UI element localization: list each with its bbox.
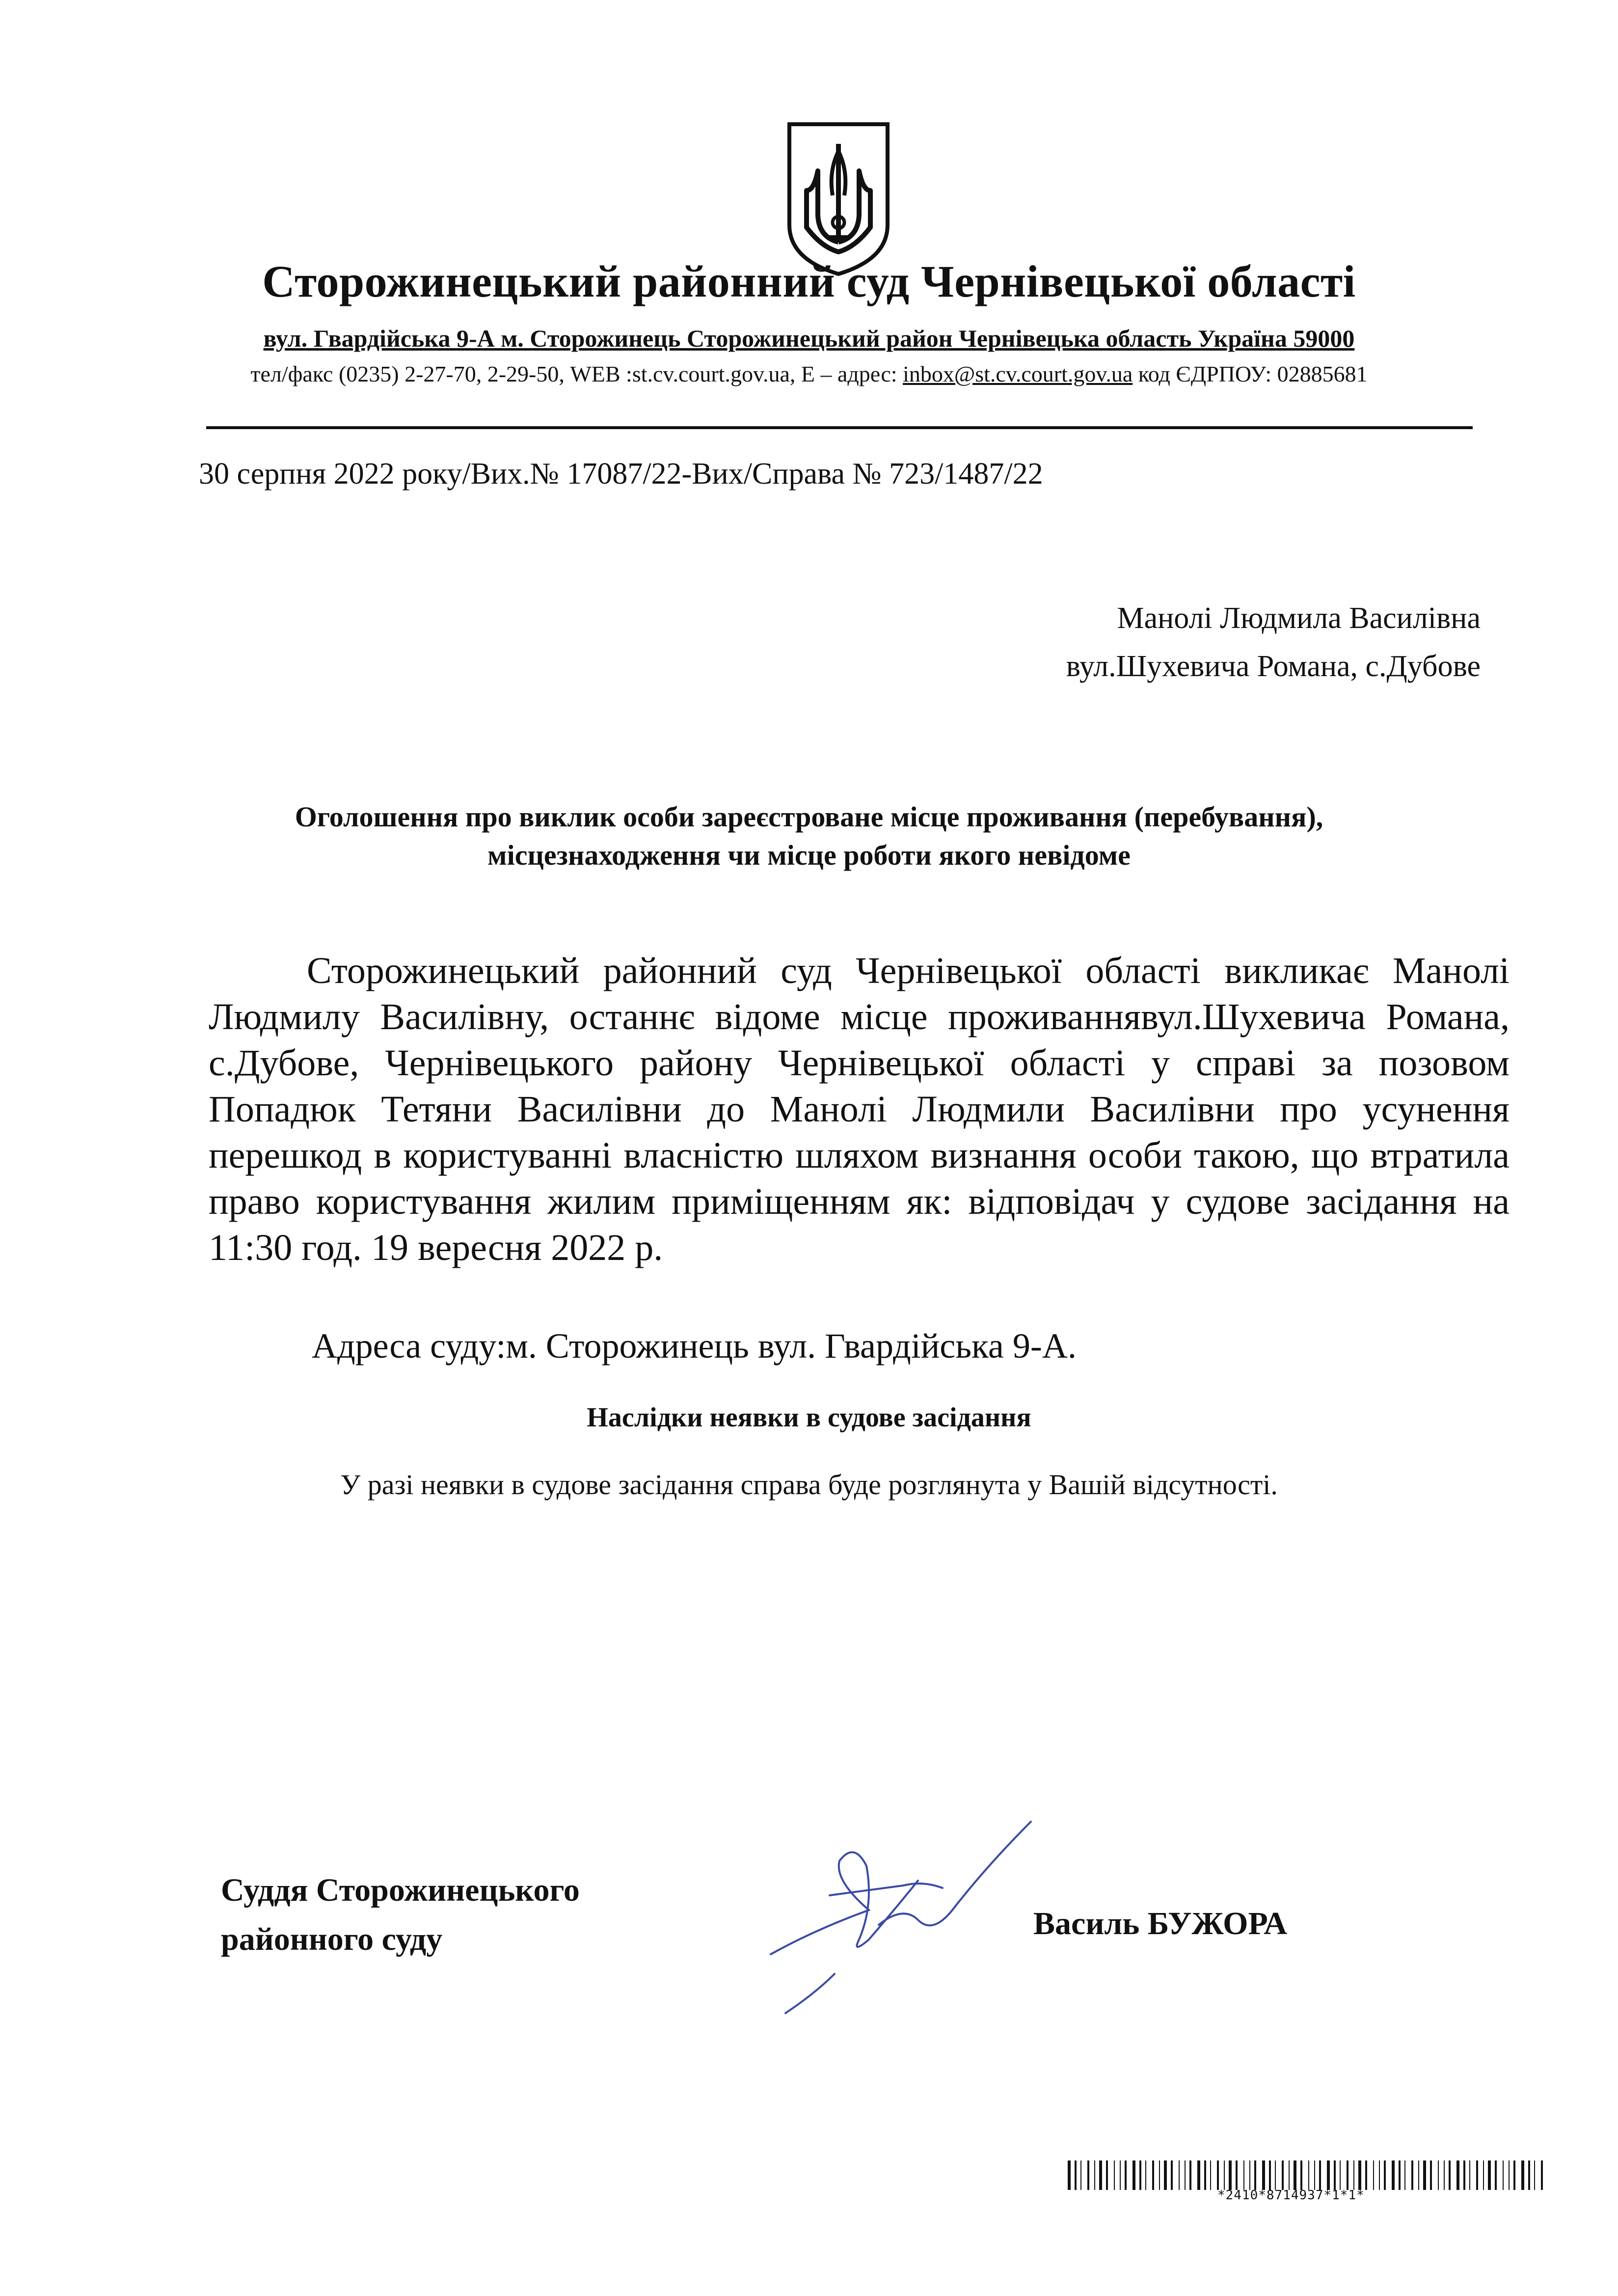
consequences-text: У разі неявки в судове засідання справа буде розглянута у Вашій відсутності. [340, 1469, 1278, 1501]
notice-body-paragraph: Сторожинецький районний суд Чернівецької області викликає Манолі Людмилу Василівну, останнє відоме місце проживаннявул.Шухевича Романа, с.Дубове, Чернівецького району Чернівецької області у справі за позовом Попадюк Тетяни Василівни до Манолі Людмили Василівни про усунення перешкод в користуванні власністю шляхом визнання особи такою, що втратила право користування жилим приміщенням як: відповідач у судове засідання на 11:30 год. 19 вересня 2022 р. [209, 950, 1510, 1268]
court-name: Сторожинецький районний суд Чернівецької області [262, 256, 1356, 306]
barcode [1068, 2160, 1549, 2190]
header-divider [206, 426, 1473, 429]
judge-title-line1: Суддя Сторожинецького [221, 1872, 580, 1908]
court-contacts [0, 361, 1618, 387]
contacts-prefix: тел/факс (0235) 2-27-70, 2-29-50, WEB :st.cv.court.gov.ua, Е – адрес: [250, 361, 903, 386]
judge-title-line2: районного суду [221, 1921, 443, 1957]
court-email-link[interactable]: inbox@st.cv.court.gov.ua [903, 361, 1133, 386]
addressee-address: вул.Шухевича Романа, с.Дубове [1066, 650, 1481, 683]
addressee-block [1066, 594, 1481, 690]
notice-title [0, 798, 1618, 875]
judge-name: Василь БУЖОРА [1033, 1906, 1288, 1941]
court-address-line: Адреса суду:м. Сторожинець вул. Гвардійська 9-А. [312, 1326, 1077, 1366]
outgoing-reference: 30 серпня 2022 року/Вих.№ 17087/22-Вих/Справа № 723/1487/22 [199, 457, 1043, 491]
court-address: вул. Гвардійська 9-А м. Сторожинець Сторожинецький район Чернівецька область Україна 59000 [263, 325, 1355, 352]
contacts-suffix: код ЄДРПОУ: 02885681 [1133, 361, 1368, 386]
addressee-name: Манолі Людмила Василівна [1117, 601, 1481, 635]
barcode-text: *2410*8714937*1*1* [1217, 2188, 1365, 2203]
consequences-title: Наслідки неявки в судове засідання [587, 1402, 1031, 1433]
notice-title-line1: Оголошення про виклик особи зареєстроване місце проживання (перебування), [295, 801, 1323, 833]
notice-title-line2: місцезнаходження чи місце роботи якого невідоме [487, 839, 1131, 871]
notice-body [209, 948, 1510, 1271]
judge-title [221, 1866, 580, 1964]
tryzub-coat-of-arms-icon [780, 117, 897, 279]
handwritten-signature [756, 1807, 1060, 2023]
